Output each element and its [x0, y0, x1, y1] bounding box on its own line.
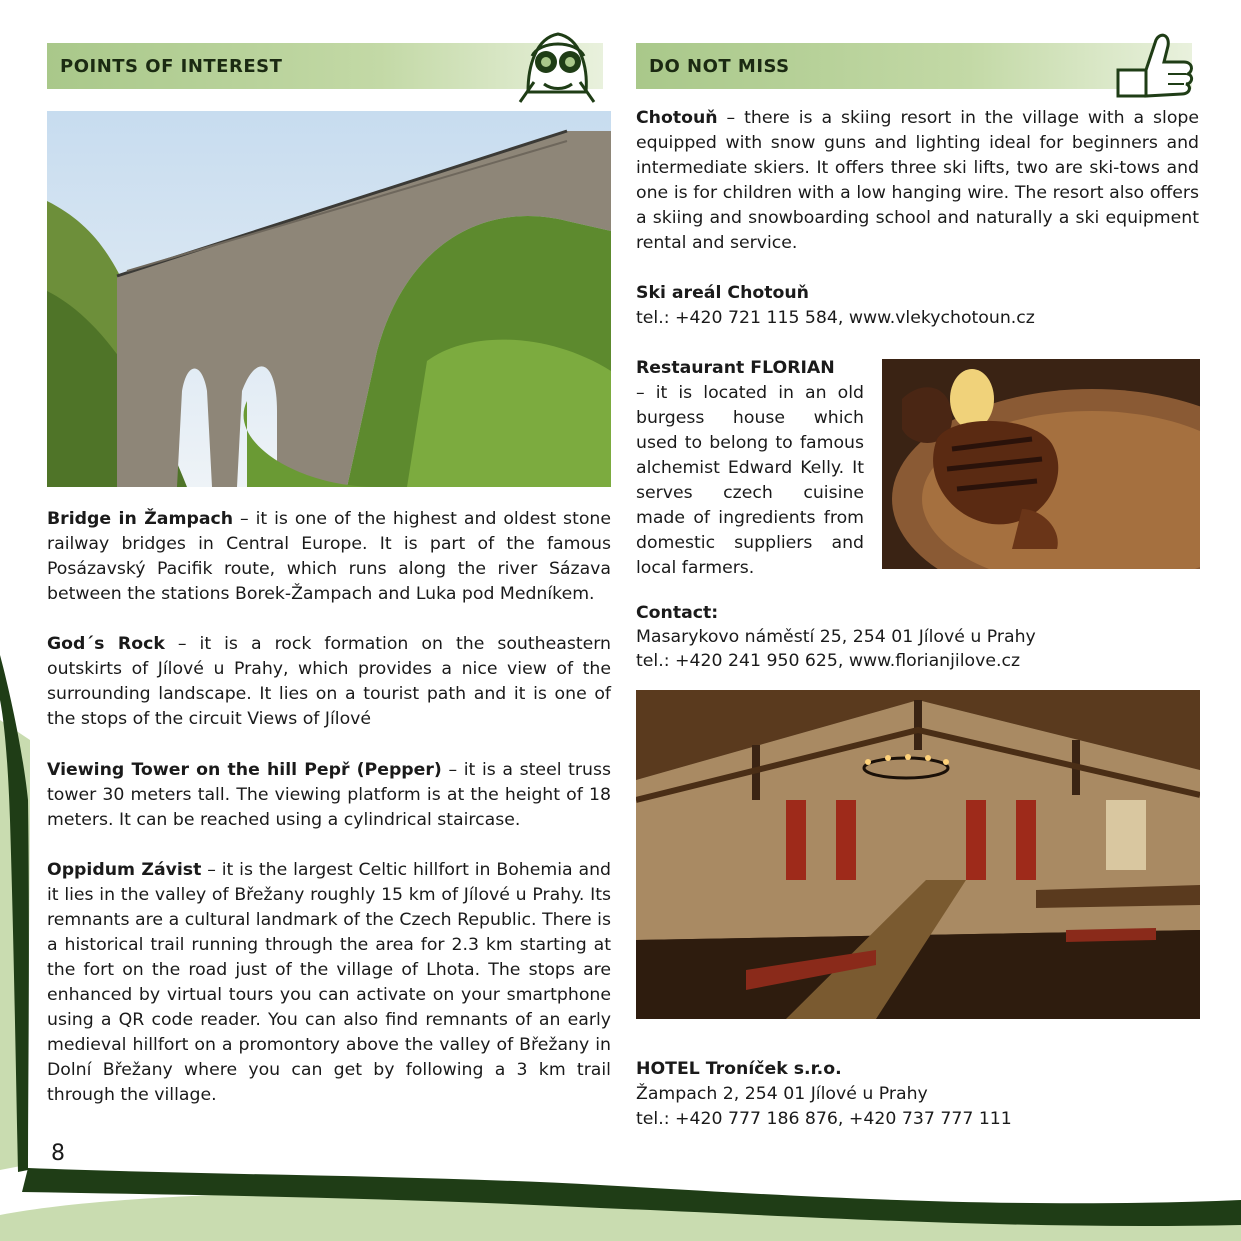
poi-item-text: – it is a rock formation on the southeastern outskirts of Jílové u Prahy, which provides a nice view of the surrounding landscape. It lies on a tourist path and it is one of the stops of the circuit Views of Jílové: [47, 634, 611, 729]
do-not-miss-header: [636, 43, 1192, 89]
restaurant-text: – it is located in an old burgess house which used to belong to famous alchemist Edward Kelly. It serves czech cuisine made of ingredients from domestic suppliers and local farmers.: [636, 383, 864, 578]
poi-item-text: – it is the largest Celtic hillfort in Bohemia and it lies in the valley of Břežany roughly 15 km of Jílové u Prahy. Its remnants are a cultural landmark of the Czech Republic. There is a historical trail running through the area for 2.3 km starting at the fort on the road just of the village of Lhota. The stops are enhanced by virtual tours you can activate on your smartphone using a QR code reader. You can also find remnants of an early medieval hillfort on a promontory above the valley of Břežany in Dolní Břežany where you can get by following a 3 km trail through the village.: [47, 860, 611, 1105]
poi-item-title: Viewing Tower on the hill Pepř (Pepper): [47, 760, 442, 780]
contact-address: Masarykovo náměstí 25, 254 01 Jílové u Prahy: [636, 627, 1036, 647]
chotoun-text: – there is a skiing resort in the village with a slope equipped with snow guns and lighting ideal for beginners and intermediate skiers. It offers three ski lifts, two are ski-tows and one is for children with a low hanging wire. The resort also offers a skiing and snowboarding school and naturally a ski equipment rental and service.: [636, 108, 1199, 253]
restaurant-description: [636, 356, 864, 581]
poi-item-text: – it is one of the highest and oldest stone railway bridges in Central Europe. It is part of the famous Posázavský Pacifik route, which runs along the river Sázava between the stations Borek-Žampach and Luka pod Medníkem.: [47, 509, 611, 604]
bridge-photo: [47, 111, 611, 487]
chotoun-title: Chotouň: [636, 108, 718, 128]
poi-item-bridge: [47, 507, 611, 607]
hotel-address: Žampach 2, 254 01 Jílové u Prahy: [636, 1084, 928, 1104]
chotoun-description: [636, 106, 1199, 256]
contact-phone-web: tel.: +420 241 950 625, www.florianjilove.cz: [636, 651, 1021, 671]
ski-contact-line: tel.: +420 721 115 584, www.vlekychotoun.cz: [636, 308, 1035, 328]
hotel-contact: [636, 1057, 1199, 1132]
poi-item-title: Bridge in Žampach: [47, 509, 234, 529]
page-number: 8: [51, 1141, 65, 1166]
thumbs-up-icon: [1112, 30, 1196, 102]
steak-photo: [882, 359, 1200, 569]
poi-item-title: Oppidum Závist: [47, 860, 202, 880]
section-title: POINTS OF INTEREST: [60, 56, 283, 77]
poi-item-title: God´s Rock: [47, 634, 165, 654]
hotel-hall-photo: [636, 690, 1200, 1019]
section-title: DO NOT MISS: [649, 56, 790, 77]
poi-item-gods-rock: [47, 632, 611, 732]
poi-item-viewing-tower: [47, 758, 611, 833]
poi-item-text: – it is a steel truss tower 30 meters tall. The viewing platform is at the height of 18 meters. It can be reached using a cylindrical staircase.: [47, 760, 611, 830]
ski-contact: [636, 281, 1199, 331]
binoculars-mascot-icon: [514, 26, 600, 104]
hotel-phones: tel.: +420 777 186 876, +420 737 777 111: [636, 1109, 1012, 1129]
restaurant-title: Restaurant FLORIAN: [636, 358, 835, 378]
hotel-title: HOTEL Troníček s.r.o.: [636, 1059, 842, 1079]
contact-title: Contact:: [636, 603, 719, 623]
restaurant-contact: [636, 601, 1199, 673]
ski-title: Ski areál Chotouň: [636, 283, 809, 303]
poi-item-oppidum-zavist: [47, 858, 611, 1108]
